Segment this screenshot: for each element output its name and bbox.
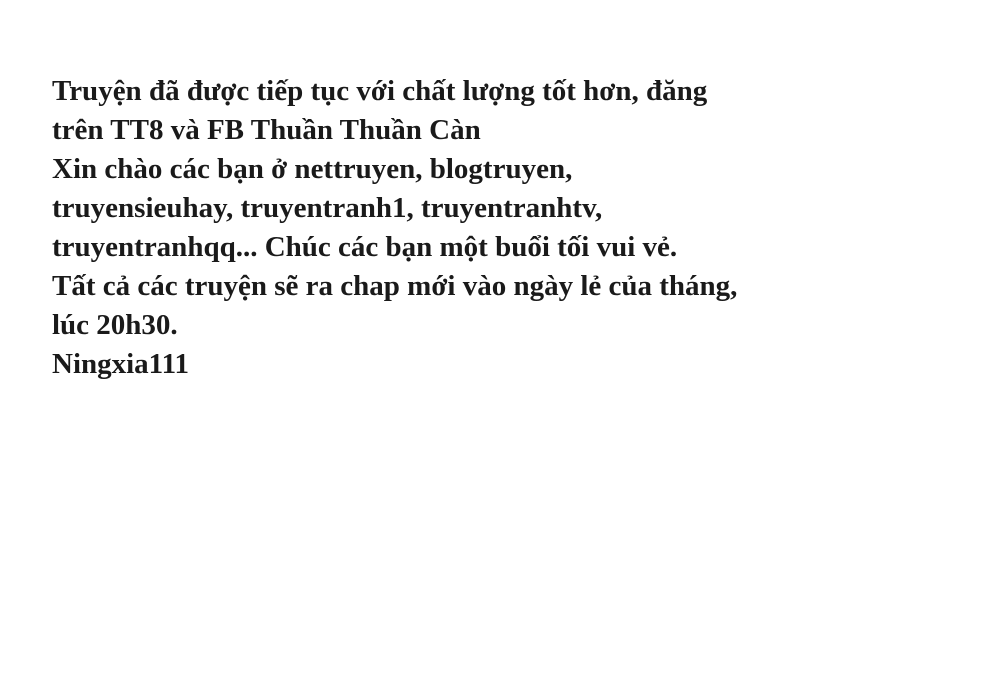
- signature-text: Ningxia111: [52, 348, 189, 380]
- notice-line-7: lúc 20h30.: [52, 309, 178, 341]
- notice-line-3: Xin chào các bạn ở nettruyen, blogtruyen,: [52, 153, 573, 185]
- notice-line-2: trên TT8 và FB Thuần Thuần Càn: [52, 114, 481, 146]
- notice-line-4: truyensieuhay, truyentranh1, truyentranhtv,: [52, 192, 603, 224]
- notice-text-block: [52, 72, 952, 384]
- notice-line-6: Tất cả các truyện sẽ ra chap mới vào ngày lẻ của tháng,: [52, 270, 738, 302]
- notice-line-1: Truyện đã được tiếp tục với chất lượng tốt hơn, đăng: [52, 75, 708, 107]
- notice-line-5: truyentranhqq... Chúc các bạn một buổi tối vui vẻ.: [52, 231, 678, 263]
